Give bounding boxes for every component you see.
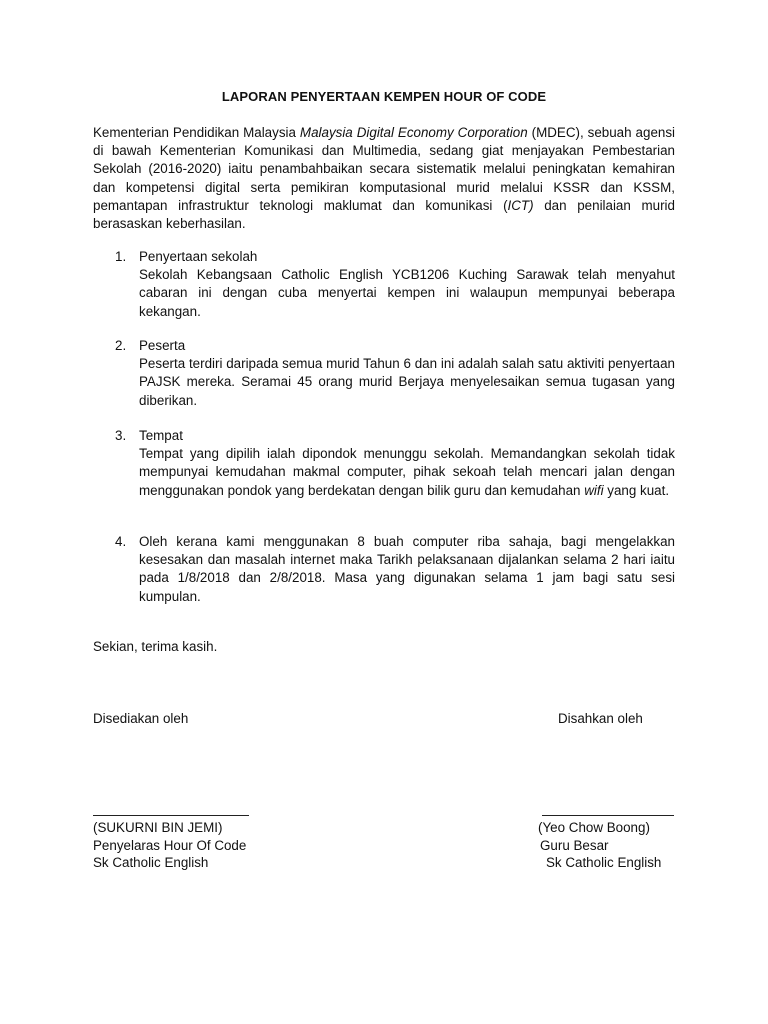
list-item	[93, 248, 675, 337]
closing-text: Sekian, terima kasih.	[93, 639, 218, 654]
list-item-heading: Peserta	[139, 338, 186, 353]
list-item-body-wifi: wifi	[584, 482, 604, 498]
signatory-name: (SUKURNI BIN JEMI)	[93, 820, 223, 835]
list-item	[93, 337, 675, 427]
list-item-heading: Penyertaan sekolah	[139, 249, 258, 264]
list-item-number: 2.	[115, 338, 127, 353]
list-item	[93, 533, 675, 613]
intro-text-mdec: Malaysia Digital Economy Corporation	[299, 125, 528, 140]
signatory-school: Sk Catholic English	[93, 855, 209, 870]
intro-text-3: (MDEC), sebuah agensi di bawah Kementerian Komunikasi dan Multimedia, sedang giat menjayakan Pembestarian Sekolah (2016-2020) iaitu penambahbaikan secara sistematik melalui peningkatan kemahiran dan kompetensi digital serta pemikiran komputasional murid melalui KSSR dan KSSM, pemantapan infrastruktur teknologi maklumat dan komunikasi (	[93, 125, 676, 213]
signatory-name: (Yeo Chow Boong)	[538, 820, 650, 835]
list-item-number: 4.	[115, 534, 127, 549]
intro-paragraph	[93, 124, 675, 233]
signatory-role: Penyelaras Hour Of Code	[93, 837, 247, 853]
document-title: LAPORAN PENYERTAAN KEMPEN HOUR OF CODE	[221, 89, 547, 104]
signature-line-left	[93, 815, 249, 816]
list-item-body	[139, 445, 675, 500]
signature-block-left	[93, 819, 246, 872]
list-item	[93, 427, 675, 533]
intro-text-ict: ICT)	[507, 197, 534, 213]
list-item-heading: Tempat	[139, 428, 183, 443]
list-item-body: Peserta terdiri daripada semua murid Tahun 6 dan ini adalah salah satu aktiviti penyertaan PAJSK mereka. Seramai 45 orang murid Berjaya menyelesaikan semua tugasan yang diberikan.	[139, 356, 675, 408]
intro-text-5: dan penilaian murid berasaskan keberhasilan.	[93, 197, 675, 232]
prepared-by-label: Disediakan oleh	[93, 711, 189, 726]
signatory-school: Sk Catholic English	[546, 855, 662, 870]
list-item-number: 3.	[115, 428, 127, 443]
list-item-body-text-end: yang kuat.	[603, 482, 670, 498]
list-item-body-text: Tempat yang dipilih ialah dipondok menunggu sekolah. Memandangkan sekolah tidak mempunyai kemudahan makmal computer, pihak sekoah telah mencari jalan dengan menggunakan pondok yang berdekatan dengan bilik guru dan kemudahan	[139, 446, 675, 498]
intro-text-1: Kementerian Pendidikan Malaysia	[93, 125, 300, 140]
signatory-role: Guru Besar	[540, 837, 609, 853]
approved-by-label: Disahkan oleh	[558, 711, 643, 726]
report-list	[93, 248, 675, 613]
list-item-body: Oleh kerana kami menggunakan 8 buah computer riba sahaja, bagi mengelakkan kesesakan dan masalah internet maka Tarikh pelaksanaan dijalankan selama 2 hari iaitu pada 1/8/2018 dan 2/8/2018. Masa yang digunakan selama 1 jam bagi satu sesi kumpulan.	[139, 534, 675, 604]
list-item-body: Sekolah Kebangsaan Catholic English YCB1206 Kuching Sarawak telah menyahut cabaran ini dengan cuba menyertai kempen ini walaupun mempunyai beberapa kekangan.	[139, 267, 675, 319]
list-item-number: 1.	[115, 249, 127, 264]
signature-block-right	[538, 819, 661, 872]
signature-line-right	[542, 815, 674, 816]
